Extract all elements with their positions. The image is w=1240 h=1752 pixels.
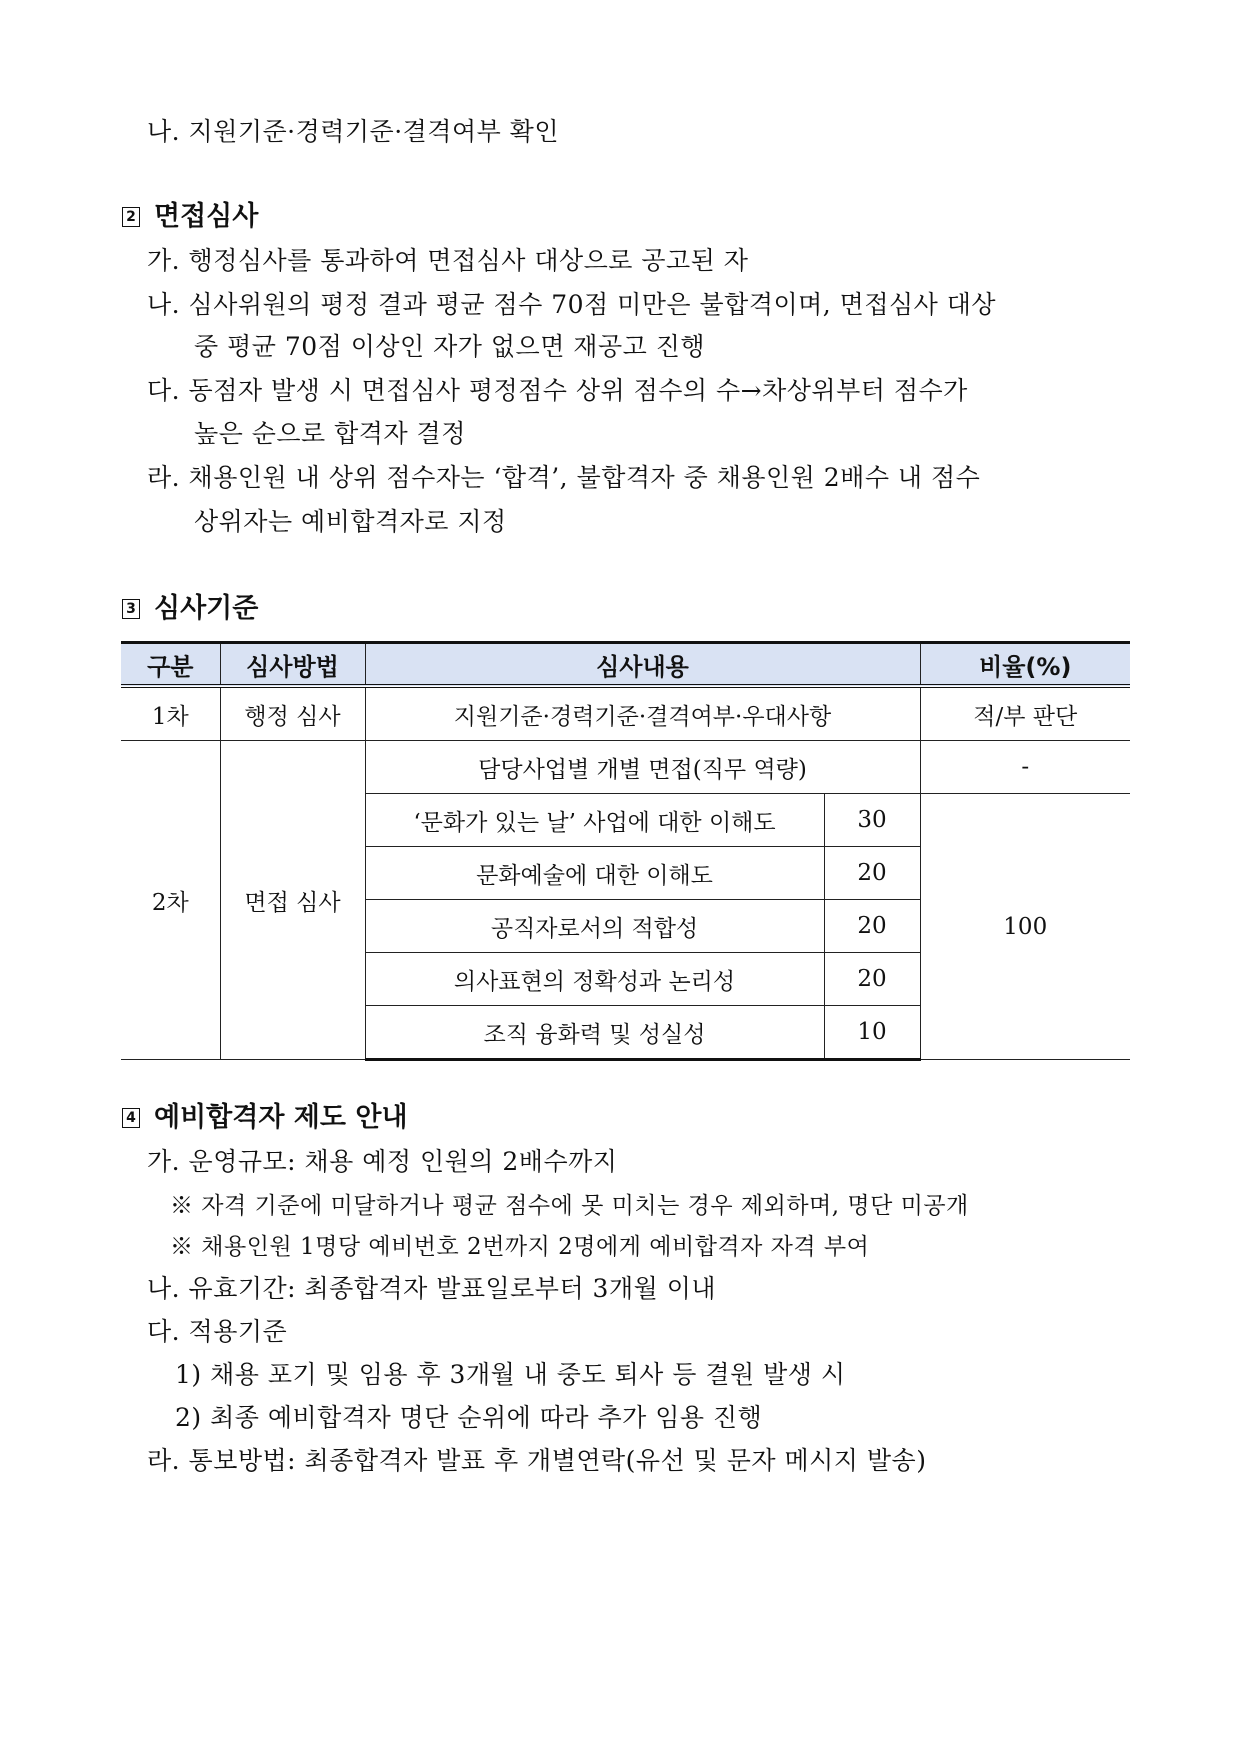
- table-header-row: [121, 643, 1130, 687]
- cell-content: 담당사업별 개별 면접(직무 역량): [365, 741, 920, 794]
- eligibility-check-line: 나. 지원기준·경력기준·결격여부 확인: [147, 117, 559, 146]
- section-criteria-heading: [122, 592, 258, 626]
- reserve-item-da: 다. 적용기준: [147, 1317, 288, 1346]
- reserve-item-da-2: 2) 최종 예비합격자 명단 순위에 따라 추가 임용 진행: [175, 1403, 763, 1432]
- interview-item-na: 나. 심사위원의 평정 결과 평균 점수 70점 미만은 불합격이며, 면접심사 대상: [147, 290, 997, 319]
- cell-criterion: 의사표현의 정확성과 논리성: [365, 953, 824, 1006]
- cell-criterion: ‘문화가 있는 날’ 사업에 대한 이해도: [365, 794, 824, 847]
- cell-ratio: 적/부 판단: [920, 686, 1130, 741]
- interview-item-ra: 라. 채용인원 내 상위 점수자는 ‘합격’, 불합격자 중 채용인원 2배수 내 점수: [147, 463, 981, 492]
- cell-score: 20: [824, 953, 920, 1006]
- cell-score: 30: [824, 794, 920, 847]
- cell-method: 면접 심사: [220, 741, 365, 1060]
- reserve-item-ra: 라. 통보방법: 최종합격자 발표 후 개별연락(유선 및 문자 메시지 발송): [147, 1446, 927, 1475]
- cell-criterion: 공직자로서의 적합성: [365, 900, 824, 953]
- section-title: 예비합격자 제도 안내: [154, 1102, 408, 1133]
- cell-criterion: 문화예술에 대한 이해도: [365, 847, 824, 900]
- interview-item-ra-cont: 상위자는 예비합격자로 지정: [194, 507, 507, 536]
- cell-stage: 1차: [121, 686, 220, 741]
- header-content: 심사내용: [365, 643, 920, 687]
- cell-criterion: 조직 융화력 및 성실성: [365, 1006, 824, 1060]
- cell-score: 20: [824, 900, 920, 953]
- table-row: [121, 686, 1130, 741]
- table-row: [121, 741, 1130, 794]
- interview-item-na-cont: 중 평균 70점 이상인 자가 없으면 재공고 진행: [194, 332, 705, 361]
- section-number-box: 2: [122, 207, 140, 227]
- section-number-box: 4: [122, 1108, 140, 1128]
- section-reserve-heading: [122, 1101, 408, 1135]
- section-title: 심사기준: [154, 593, 259, 624]
- section-interview-heading: [122, 200, 258, 234]
- header-method: 심사방법: [220, 643, 365, 687]
- reserve-item-ga: 가. 운영규모: 채용 예정 인원의 2배수까지: [147, 1147, 618, 1176]
- interview-item-da-cont: 높은 순으로 합격자 결정: [194, 419, 466, 448]
- cell-ratio: -: [920, 741, 1130, 794]
- cell-score: 20: [824, 847, 920, 900]
- cell-content: 지원기준·경력기준·결격여부·우대사항: [365, 686, 920, 741]
- interview-item-ga: 가. 행정심사를 통과하여 면접심사 대상으로 공고된 자: [147, 246, 749, 275]
- reserve-item-na: 나. 유효기간: 최종합격자 발표일로부터 3개월 이내: [147, 1274, 717, 1303]
- cell-stage: 2차: [121, 741, 220, 1060]
- section-number-box: 3: [122, 599, 140, 619]
- criteria-table: [121, 641, 1130, 1061]
- cell-score: 10: [824, 1006, 920, 1060]
- section-title: 면접심사: [154, 201, 259, 232]
- cell-method: 행정 심사: [220, 686, 365, 741]
- reserve-note-1: ※ 자격 기준에 미달하거나 평균 점수에 못 미치는 경우 제외하며, 명단 미공개: [170, 1193, 969, 1219]
- cell-total-ratio: 100: [920, 794, 1130, 1060]
- interview-item-da: 다. 동점자 발생 시 면접심사 평정점수 상위 점수의 수→차상위부터 점수가: [147, 376, 968, 405]
- header-ratio: 비율(%): [920, 643, 1130, 687]
- reserve-item-da-1: 1) 채용 포기 및 임용 후 3개월 내 중도 퇴사 등 결원 발생 시: [175, 1360, 846, 1389]
- header-stage: 구분: [121, 643, 220, 687]
- reserve-note-2: ※ 채용인원 1명당 예비번호 2번까지 2명에게 예비합격자 자격 부여: [170, 1234, 870, 1260]
